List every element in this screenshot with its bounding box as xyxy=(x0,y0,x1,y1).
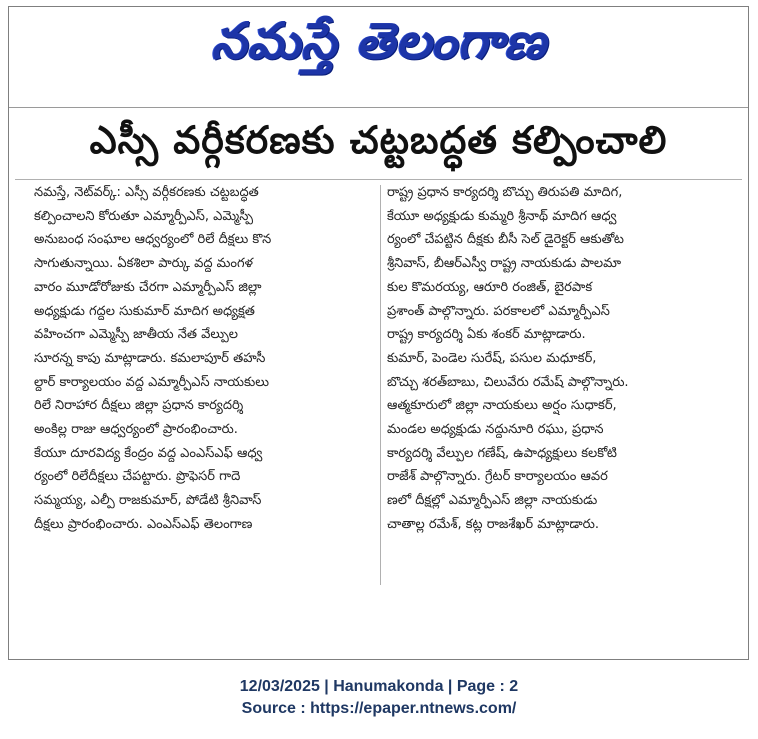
masthead-rule xyxy=(9,107,748,108)
masthead-title: నమస్తే తెలంగాణ xyxy=(211,11,547,70)
article-line: రాజేశ్ పాల్గొన్నారు. గ్రేటర్ కార్యాలయం ఆవర xyxy=(387,469,608,485)
article-line: కేయూ అధ్యక్షుడు కుమ్మరి శ్రీనాథ్ మాదిగ ఆధ్వ xyxy=(387,208,617,224)
article-line: కుల కొమరయ్య, ఆరూరి రంజిత్, బైరపాక xyxy=(387,279,593,295)
article-line: సాగుతున్నాయి. ఏకశిలా పార్కు వద్ద మంగళ xyxy=(34,256,253,272)
article-line: ప్రశాంత్ పాల్గొన్నారు. పరకాలలో ఎమ్మార్పీఎస్ xyxy=(387,303,610,319)
article-column-left xyxy=(34,181,378,537)
article-line: నమస్తే, నెట్‌వర్క్: ఎస్సీ వర్గీకరణకు చట్టబద్ధత xyxy=(34,185,259,200)
headline-box xyxy=(9,117,748,173)
article-line: మండల అధ్యక్షుడు నద్దునూరి రఘు, ప్రధాన xyxy=(387,422,604,438)
article-line: దీక్షలు ప్రారంభించారు. ఎంఎస్ఎఫ్ తెలంగాణ xyxy=(34,516,253,532)
article-line: కల్పించాలని కోరుతూ ఎమ్మార్పీఎస్, ఎమ్మెస్పీ xyxy=(34,208,254,224)
article-column-right xyxy=(387,181,731,537)
article-line: ఆత్మకూరులో జిల్లా నాయకులు అర్షం సుధాకర్, xyxy=(387,398,617,414)
article-line: ల్దార్ కార్యాలయం వద్ద ఎమ్మార్పీఎస్ నాయకులు xyxy=(34,374,269,390)
article-line: వహించగా ఎమ్మెస్పీ జాతీయ నేత వేల్పుల xyxy=(34,327,238,343)
article-line: సూరన్న కాపు మాట్లాడారు. కమలాపూర్ తహసీ xyxy=(34,350,266,366)
article-line: బొచ్చు శరత్‌బాబు, చిలువేరు రమేష్ పాల్గొన్నారు. xyxy=(387,374,629,390)
article-line: రాష్ట్ర కార్యదర్శి ఏకు శంకర్ మాట్లాడారు. xyxy=(387,327,586,343)
article-line: అంకిల్ల రాజు ఆధ్వర్యంలో ప్రారంభించారు. xyxy=(34,422,238,438)
article-line: కార్యదర్శి వేల్పుల గణేష్, ఉపాధ్యక్షులు కలకోటి xyxy=(387,445,617,461)
caption-date-line: 12/03/2025 | Hanumakonda | Page : 2 xyxy=(239,678,519,695)
article-line: అనుబంధ సంఘాల ఆధ్వర్యంలో రిలే దీక్షలు కొన xyxy=(34,232,272,248)
article-line: వారం మూడోరోజుకు చేరగా ఎమ్మార్పీఎస్ జిల్లా xyxy=(34,279,262,295)
article-line: రిలే నిరాహార దీక్షలు జిల్లా ప్రధాన కార్యదర్శి xyxy=(34,398,244,414)
column-divider xyxy=(380,185,381,585)
newspaper-clipping xyxy=(8,6,749,660)
article-line: కుమార్, పెండెల సురేష్, పసుల మధూకర్, xyxy=(387,350,597,366)
article-line: కేయూ దూరవిద్య కేంద్రం వద్ద ఎంఎస్ఎఫ్ ఆధ్వ xyxy=(34,445,263,461)
article-line: సమ్మయ్య, ఎల్పీ రాజకుమార్, పోడేటి శ్రీనివాస్ xyxy=(34,493,262,509)
article-line: ణలో దీక్షల్లో ఎమ్మార్పీఎస్ జిల్లా నాయకుడు xyxy=(387,493,598,509)
headline-rule xyxy=(15,179,742,180)
article-line: చాతాల్ల రమేశ్, కట్ల రాజశేఖర్ మాట్లాడారు. xyxy=(387,516,599,532)
article-line: రాష్ట్ర ప్రధాన కార్యదర్శి బొచ్చు తిరుపతి మాదిగ, xyxy=(387,185,623,200)
article-line: శ్రీనివాస్, బీఆర్ఎస్వీ రాష్ట్ర నాయకుడు పాలమా xyxy=(387,256,622,272)
caption-source-line: Source : https://epaper.ntnews.com/ xyxy=(241,700,517,717)
article-line: అధ్యక్షుడు గద్దల సుకుమార్ మాదిగ అధ్యక్షత xyxy=(34,303,255,319)
source-caption xyxy=(0,676,758,720)
masthead-logo xyxy=(169,11,589,83)
article-line: ర్యంలో చేపట్టిన దీక్షకు బీసీ సెల్ డైరెక్టర్ ఆకుతోట xyxy=(387,232,624,248)
article-headline: ఎస్సీ వర్గీకరణకు చట్టబద్ధత కల్పించాలి xyxy=(89,118,668,162)
article-line: ర్యంలో రిలేదీక్షలు చేపట్టారు. ప్రొఫెసర్ గాదె xyxy=(34,469,241,485)
